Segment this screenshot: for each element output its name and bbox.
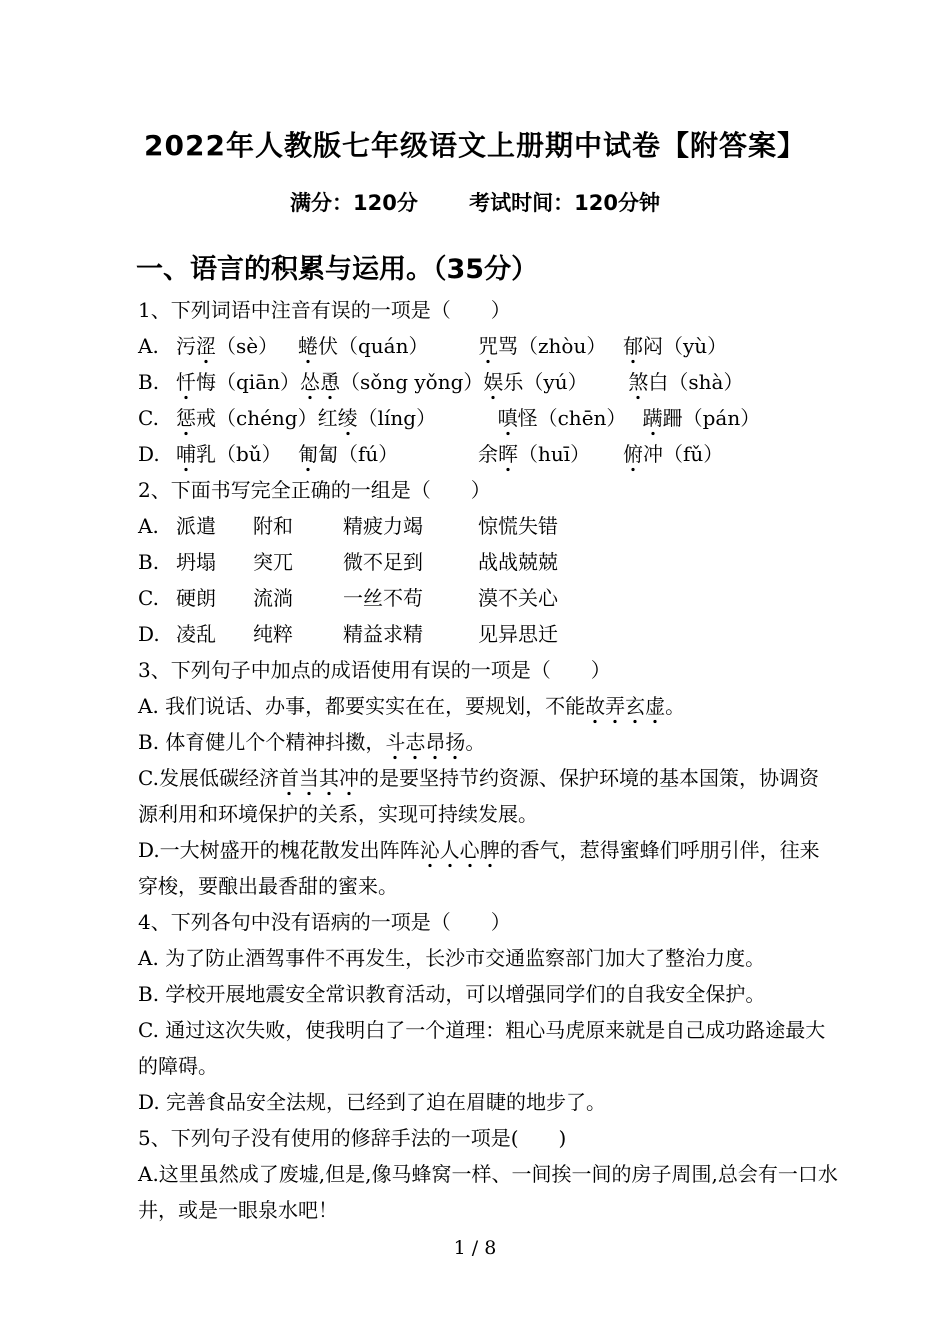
emphasized-text: 煞 bbox=[628, 370, 648, 400]
text-run: 战战兢兢 bbox=[478, 550, 558, 574]
text-run: 乳（bǔ） bbox=[196, 442, 282, 466]
word-cell bbox=[318, 400, 498, 436]
word-cell bbox=[478, 544, 838, 580]
option-row bbox=[138, 364, 838, 400]
text-run: 污 bbox=[176, 334, 196, 358]
question-block bbox=[138, 652, 838, 904]
text-run: 突兀 bbox=[253, 550, 293, 574]
word-cell bbox=[343, 580, 478, 616]
text-run: A.这里虽然成了废墟,但是,像马蜂窝一样、一间挨一间的房子周围,总会有一口水井，或是一眼泉水吧！ bbox=[138, 1162, 838, 1222]
question-stem: 4、下列各句中没有语病的一项是（ ） bbox=[138, 910, 511, 934]
option-paragraph bbox=[138, 940, 838, 976]
text-run: 乐（yú） bbox=[503, 370, 588, 394]
text-run: 坍塌 bbox=[176, 550, 216, 574]
option-paragraph bbox=[138, 832, 838, 904]
word-cell bbox=[176, 436, 298, 472]
question-stem: 1、下列词语中注音有误的一项是（ ） bbox=[138, 298, 511, 322]
emphasized-text: 晖 bbox=[498, 442, 518, 472]
word-cell bbox=[478, 508, 838, 544]
word-cell bbox=[298, 328, 478, 364]
word-cell bbox=[176, 328, 298, 364]
text-run: 戒（chéng） bbox=[196, 406, 318, 430]
text-run: C. 通过这次失败，使我明白了一个道理：粗心马虎原来就是自己成功路途最大的障碍。 bbox=[138, 1018, 826, 1078]
emphasized-text: 故弄玄虚 bbox=[585, 694, 665, 724]
question-stem: 2、下面书写完全正确的一组是（ ） bbox=[138, 478, 491, 502]
section-heading: 一、语言的积累与运用。（35分） bbox=[136, 254, 539, 285]
text-run: B. 学校开展地震安全常识教育活动，可以增强同学们的自我安全保护。 bbox=[138, 982, 766, 1006]
text-run: 闷（yù） bbox=[643, 334, 728, 358]
option-row bbox=[138, 328, 838, 364]
text-run: 惊慌失错 bbox=[478, 514, 558, 538]
text-run: 精疲力竭 bbox=[343, 514, 423, 538]
option-paragraph bbox=[138, 1012, 838, 1084]
text-run: 。 bbox=[465, 730, 486, 754]
text-run: 漠不关心 bbox=[478, 586, 558, 610]
page-footer bbox=[0, 1234, 950, 1262]
text-run: 。 bbox=[665, 694, 686, 718]
word-cell bbox=[253, 544, 343, 580]
text-run: 凌乱 bbox=[176, 622, 216, 646]
word-cell bbox=[253, 616, 343, 652]
word-cell bbox=[300, 364, 483, 400]
emphasized-text: 忏 bbox=[176, 370, 196, 400]
text-run: A. 我们说话、办事，都要实实在在，要规划，不能 bbox=[138, 694, 586, 718]
text-run: A. 为了防止酒驾事件不再发生，长沙市交通监察部门加大了整治力度。 bbox=[138, 946, 766, 970]
option-label: B. bbox=[138, 370, 160, 394]
option-paragraph bbox=[138, 1156, 838, 1228]
text-run: （huī） bbox=[518, 442, 591, 466]
text-run: 硬朗 bbox=[176, 586, 216, 610]
word-cell bbox=[623, 328, 838, 364]
word-cell bbox=[176, 616, 253, 652]
emphasized-text: 怂恿 bbox=[300, 370, 340, 400]
emphasized-text: 嗔 bbox=[498, 406, 518, 436]
word-cell bbox=[623, 436, 838, 472]
text-run: B. 体育健儿个个精神抖擞， bbox=[138, 730, 386, 754]
option-row bbox=[138, 580, 838, 616]
text-run: 的是要坚持节约资源、保护环境的基本国策，协调资源利用和环境保护的关系，实现可持续发展。 bbox=[138, 766, 819, 826]
word-cell bbox=[478, 328, 623, 364]
text-run: 骂（zhòu） bbox=[498, 334, 607, 358]
text-run: 派遣 bbox=[176, 514, 216, 538]
text-run: 悔（qiān） bbox=[196, 370, 301, 394]
option-paragraph bbox=[138, 688, 838, 724]
word-cell bbox=[176, 364, 300, 400]
word-cell bbox=[343, 544, 478, 580]
emphasized-text: 蹒 bbox=[643, 406, 663, 436]
option-row bbox=[138, 508, 838, 544]
word-cell bbox=[253, 508, 343, 544]
text-run: D.一大树盛开的槐花散发出阵阵 bbox=[138, 838, 420, 862]
emphasized-text: 惩 bbox=[176, 406, 196, 436]
text-run: 精益求精 bbox=[343, 622, 423, 646]
word-cell bbox=[478, 436, 623, 472]
text-run: D. 完善食品安全法规，已经到了迫在眉睫的地步了。 bbox=[138, 1090, 607, 1114]
questions bbox=[138, 292, 838, 1228]
option-row bbox=[138, 436, 838, 472]
emphasized-text: 涩 bbox=[196, 334, 216, 364]
text-run: 冲（fǔ） bbox=[643, 442, 724, 466]
question-stem: 5、下列句子没有使用的修辞手法的一项是( ) bbox=[138, 1126, 567, 1150]
option-label: C. bbox=[138, 406, 159, 430]
option-label: B. bbox=[138, 550, 160, 574]
page-number: 1 / 8 bbox=[453, 1237, 497, 1259]
option-label: D. bbox=[138, 622, 160, 646]
full-score-label: 满分：120分 bbox=[290, 191, 418, 215]
question-block bbox=[138, 1120, 838, 1228]
text-run: 附和 bbox=[253, 514, 293, 538]
emphasized-text: 哺 bbox=[176, 442, 196, 472]
document-subtitle bbox=[0, 188, 950, 218]
text-run: 见异思迁 bbox=[478, 622, 558, 646]
document-title: 2022年人教版七年级语文上册期中试卷【附答案】 bbox=[144, 129, 806, 162]
emphasized-text: 俯 bbox=[623, 442, 643, 472]
emphasized-text: 娱 bbox=[483, 370, 503, 400]
word-cell bbox=[483, 364, 628, 400]
word-cell bbox=[643, 400, 838, 436]
word-cell bbox=[176, 580, 253, 616]
text-run: 微不足到 bbox=[343, 550, 423, 574]
emphasized-text: 匍 bbox=[298, 442, 318, 472]
option-row bbox=[138, 400, 838, 436]
text-run: 白（shà） bbox=[648, 370, 744, 394]
text-run: 怪（chēn） bbox=[517, 406, 627, 430]
word-cell bbox=[298, 436, 478, 472]
emphasized-text: 首当其冲 bbox=[279, 766, 359, 796]
word-cell bbox=[343, 616, 478, 652]
word-cell bbox=[253, 580, 343, 616]
text-run: 一丝不苟 bbox=[343, 586, 423, 610]
word-cell bbox=[628, 364, 838, 400]
emphasized-text: 绫 bbox=[338, 406, 358, 436]
emphasized-text: 郁 bbox=[623, 334, 643, 364]
text-run: 跚（pán） bbox=[662, 406, 761, 430]
question-block bbox=[138, 904, 838, 1120]
option-row bbox=[138, 616, 838, 652]
text-run: 的香气，惹得蜜蜂们呼朋引伴，往来穿梭，要酿出最香甜的蜜来。 bbox=[138, 838, 820, 898]
option-paragraph bbox=[138, 1084, 838, 1120]
option-paragraph bbox=[138, 976, 838, 1012]
option-label: A. bbox=[138, 514, 159, 538]
text-run: 匐（fú） bbox=[318, 442, 399, 466]
word-cell bbox=[498, 400, 643, 436]
word-cell bbox=[478, 616, 838, 652]
option-label: D. bbox=[138, 442, 160, 466]
emphasized-text: 咒 bbox=[478, 334, 498, 364]
emphasized-text: 沁人心脾 bbox=[420, 838, 500, 868]
text-run: （líng） bbox=[357, 406, 437, 430]
text-run: 红 bbox=[317, 406, 338, 430]
word-cell bbox=[176, 508, 253, 544]
option-label: C. bbox=[138, 586, 159, 610]
word-cell bbox=[176, 400, 318, 436]
word-cell bbox=[478, 580, 838, 616]
emphasized-text: 斗志昂扬 bbox=[385, 730, 465, 760]
option-row bbox=[138, 544, 838, 580]
word-cell bbox=[343, 508, 478, 544]
option-paragraph bbox=[138, 724, 838, 760]
exam-time-label: 考试时间：120分钟 bbox=[469, 191, 660, 215]
question-block bbox=[138, 472, 838, 652]
option-paragraph bbox=[138, 760, 838, 832]
emphasized-text: 蜷 bbox=[298, 334, 318, 364]
word-cell bbox=[176, 544, 253, 580]
text-run: 流淌 bbox=[253, 586, 293, 610]
text-run: 纯粹 bbox=[253, 622, 293, 646]
question-block bbox=[138, 292, 838, 472]
text-run: 余 bbox=[478, 442, 498, 466]
text-run: （sè） bbox=[216, 334, 279, 358]
text-run: 伏（quán） bbox=[318, 334, 429, 358]
text-run: （sǒng yǒng） bbox=[340, 370, 484, 394]
option-label: A. bbox=[138, 334, 159, 358]
text-run: C.发展低碳经济 bbox=[138, 766, 279, 790]
question-stem: 3、下列句子中加点的成语使用有误的一项是（ ） bbox=[138, 658, 611, 682]
